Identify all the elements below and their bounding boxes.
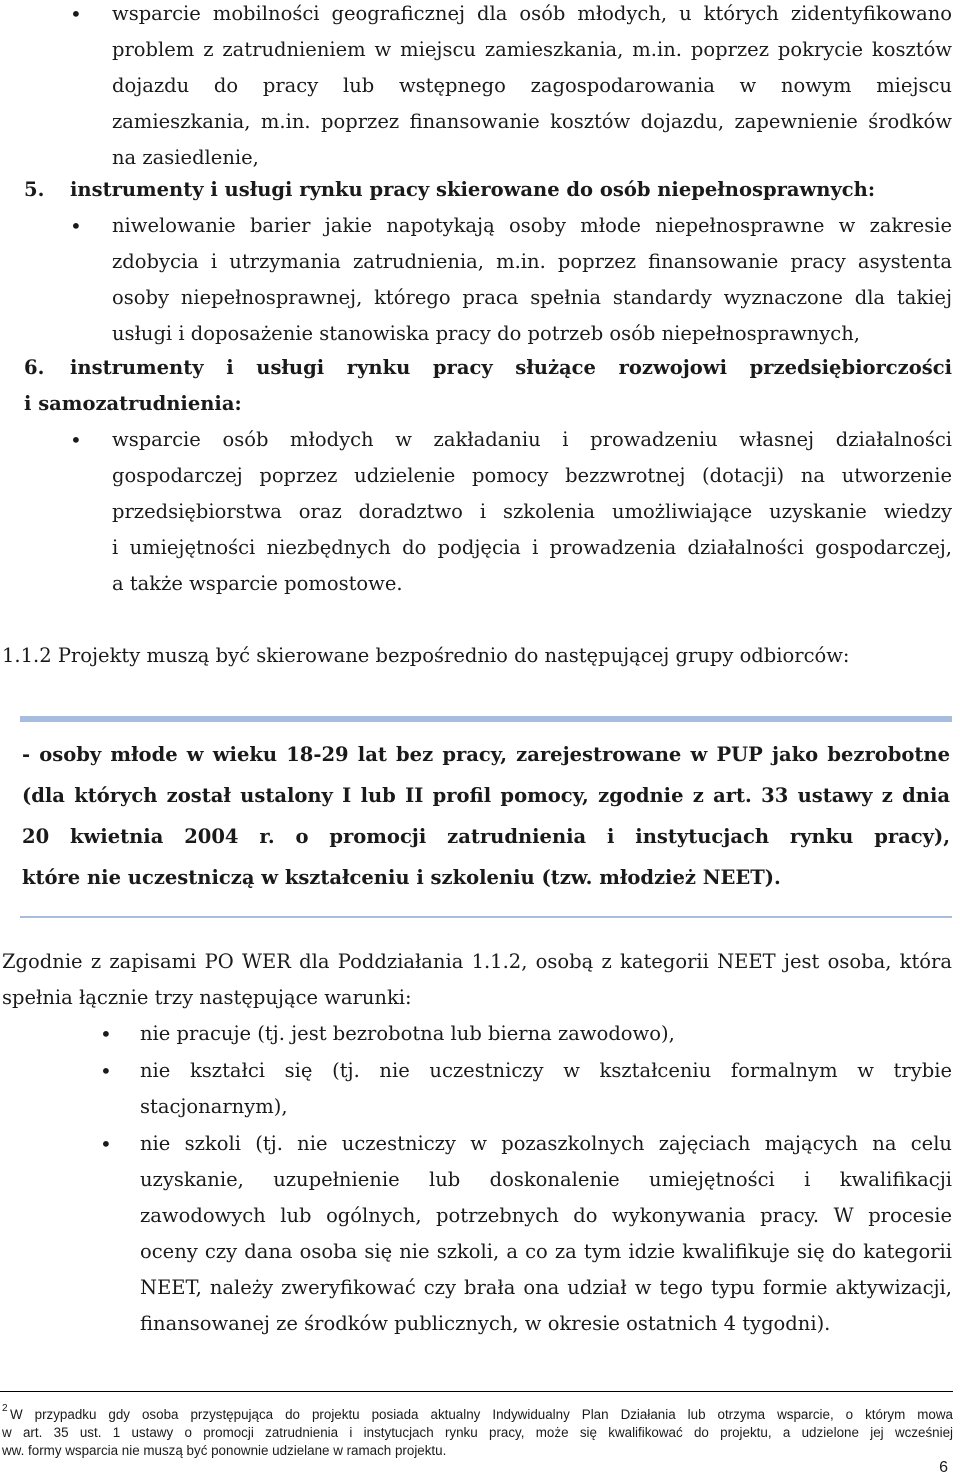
section-6-number: 6. [24,356,45,379]
intro-line: Zgodnie z zapisami PO WER dla Poddziałania 1.1.2, osobą z kategorii NEET jest osoba, która [2,950,952,973]
text-line: wsparcie osób młodych w zakładaniu i prowadzeniu własnej działalności [112,428,952,451]
footnote-marker: 2 [2,1403,8,1414]
text-line: nie pracuje (tj. jest bezrobotna lub bierna zawodowo), [140,1022,675,1045]
text-line: gospodarczej poprzez udzielenie pomocy bezzwrotnej (dotacji) na utworzenie [112,464,952,487]
text-line: finansowanej ze środków publicznych, w okresie ostatnich 4 tygodni). [140,1312,831,1335]
bullet-icon: • [70,2,82,26]
text-line: zamieszkania, m.in. poprzez finansowanie kosztów dojazdu, zapewnienie środków [112,110,952,133]
box-top-border [20,716,952,722]
text-line: oceny czy dana osoba się nie szkoli, a co za tym idzie kwalifikuje się do kategorii [140,1240,952,1263]
text-line: problem z zatrudnieniem w miejscu zamieszkania, m.in. poprzez pokrycie kosztów [112,38,952,61]
footnote-line: W przypadku gdy osoba przystępująca do projektu posiada aktualny Indywidualny Plan Działania lub otrzyma wsparcie, o którym mowa [10,1407,953,1422]
text-line: uzyskanie, uzupełnienie lub doskonalenie umiejętności i kwalifikacji [140,1168,952,1191]
text-line: przedsiębiorstwa oraz doradztwo i szkolenia umożliwiające uzyskanie wiedzy [112,500,952,523]
section-5-number: 5. [24,178,45,201]
text-line: na zasiedlenie, [112,146,259,169]
text-line: stacjonarnym), [140,1095,288,1118]
page-number: 6 [939,1459,948,1476]
box-bottom-border [20,916,952,918]
bullet-icon: • [70,214,82,238]
text-line: NEET, należy zweryfikować czy brała ona udział w tego typu formie aktywizacji, [140,1276,952,1299]
bullet-icon: • [100,1132,112,1156]
text-line: a także wsparcie pomostowe. [112,572,403,595]
text-line: i umiejętności niezbędnych do podjęcia i prowadzenia działalności gospodarczej, [112,536,952,559]
target-group-line: - osoby młode w wieku 18-29 lat bez pracy, zarejestrowane w PUP jako bezrobotne [22,743,950,766]
subsection-heading: 1.1.2 Projekty muszą być skierowane bezpośrednio do następującej grupy odbiorców: [2,644,850,667]
intro-line: spełnia łącznie trzy następujące warunki: [2,986,412,1009]
target-group-line: które nie uczestniczą w kształceniu i szkoleniu (tzw. młodzież NEET). [22,866,781,889]
footnote-separator [0,1391,953,1392]
target-group-line: (dla których został ustalony I lub II profil pomocy, zgodnie z art. 33 ustawy z dnia [22,784,950,807]
footnote-line: w art. 35 ust. 1 ustawy o promocji zatrudnienia i instytucjach rynku pracy, może się kwalifikować do projektu, a udzielone jej wcześniej [2,1425,953,1440]
text-line: wsparcie mobilności geograficznej dla osób młodych, u których zidentyfikowano [112,2,952,25]
section-5-heading: instrumenty i usługi rynku pracy skierowane do osób niepełnosprawnych: [70,178,876,201]
section-6-heading-cont: i samozatrudnienia: [24,392,242,415]
text-line: usługi i doposażenie stanowiska pracy do potrzeb osób niepełnosprawnych, [112,322,860,345]
text-line: zdobycia i utrzymania zatrudnienia, m.in. poprzez finansowanie pracy asystenta [112,250,952,273]
bullet-icon: • [70,428,82,452]
footnote-line: ww. formy wsparcia nie muszą być ponownie udzielane w ramach projektu. [2,1443,447,1458]
section-6-heading: instrumenty i usługi rynku pracy służące rozwojowi przedsiębiorczości [70,356,952,379]
text-line: osoby niepełnosprawnej, którego praca spełnia standardy wyznaczone dla takiej [112,286,952,309]
target-group-line: 20 kwietnia 2004 r. o promocji zatrudnienia i instytucjach rynku pracy), [22,825,950,848]
text-line: nie szkoli (tj. nie uczestniczy w pozaszkolnych zajęciach mających na celu [140,1132,952,1155]
bullet-icon: • [100,1059,112,1083]
text-line: nie kształci się (tj. nie uczestniczy w kształceniu formalnym w trybie [140,1059,952,1082]
text-line: dojazdu do pracy lub wstępnego zagospodarowania w nowym miejscu [112,74,952,97]
bullet-icon: • [100,1022,112,1046]
text-line: zawodowych lub ogólnych, potrzebnych do wykonywania pracy. W procesie [140,1204,952,1227]
text-line: niwelowanie barier jakie napotykają osoby młode niepełnosprawne w zakresie [112,214,952,237]
